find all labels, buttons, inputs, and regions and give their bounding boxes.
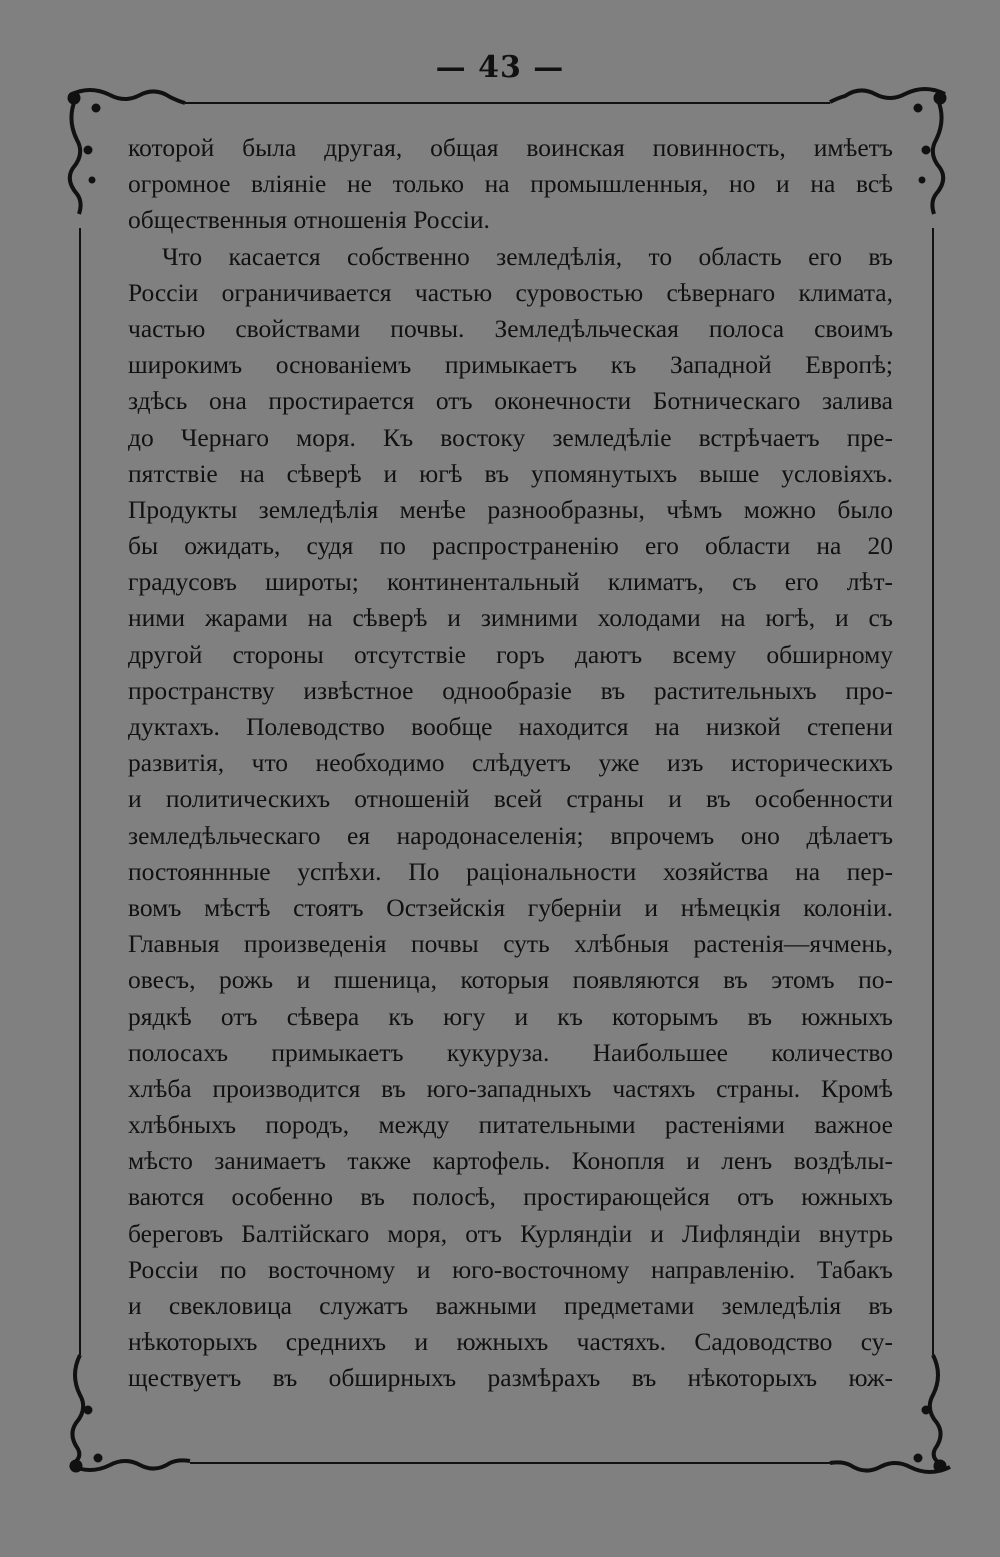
text-line: Что касается собственно земледѣлія, то область его въ <box>162 241 893 271</box>
text-line: овесъ, рожь и пшеница, которыя появляются въ этомъ по- <box>128 965 893 995</box>
text-line: береговъ Балтійскаго моря, отъ Курляндіи и Лифляндіи внутрь <box>128 1218 893 1248</box>
text-line: другой стороны отсутствіе горъ даютъ всему обширному <box>128 639 893 669</box>
text-line: частью свойствами почвы. Земледѣльческая полоса своимъ <box>128 313 893 343</box>
text-line: ществуетъ въ обширныхъ размѣрахъ въ нѣкоторыхъ юж- <box>128 1363 893 1393</box>
text-line: Продукты земледѣлія менѣе разнообразны, чѣмъ можно было <box>128 494 893 524</box>
text-line: бы ожидать, судя по распространенію его области на 20 <box>128 531 893 561</box>
text-line: Главныя произведенія почвы суть хлѣбныя растенія—ячмень, <box>128 929 893 959</box>
text-line: Россіи по восточному и юго-восточному направленію. Табакъ <box>128 1254 893 1284</box>
text-line: и свекловица служатъ важными предметами земледѣлія въ <box>128 1291 893 1320</box>
text-line: рядкѣ отъ сѣвера къ югу и къ которымъ въ южныхъ <box>128 1001 893 1031</box>
text-line: пятствіе на сѣверѣ и югѣ въ упомянутыхъ выше условіяхъ. <box>128 458 893 488</box>
text-line: земледѣльческаго ея народонаселенія; впрочемъ оно дѣлаетъ <box>128 820 893 850</box>
text-line: общественныя отношенія Россіи. <box>128 205 490 235</box>
text-line: дуктахъ. Полеводство вообще находится на низкой степени <box>128 712 893 741</box>
text-line: хлѣбныхъ породъ, между питательными растеніями важное <box>128 1110 893 1140</box>
text-line: ними жарами на сѣверѣ и зимними холодами на югѣ, и съ <box>128 603 893 633</box>
page-number: — 43 — <box>435 50 565 85</box>
text-line: вомъ мѣстѣ стоятъ Остзейскія губерніи и нѣмецкія колоніи. <box>128 892 893 922</box>
text-line: и политическихъ отношеній всей страны и въ особенности <box>128 784 893 814</box>
text-line: ваются особенно въ полосѣ, простирающейся отъ южныхъ <box>128 1182 893 1212</box>
text-line: постояннные успѣхи. По раціональности хозяйства на пер- <box>128 856 893 886</box>
text-line: развитія, что необходимо слѣдуетъ уже изъ историческихъ <box>128 748 893 778</box>
text-line: градусовъ широты; континентальный климатъ, съ его лѣт- <box>128 567 893 597</box>
text-line: нѣкоторыхъ среднихъ и южныхъ частяхъ. Садоводство су- <box>128 1327 893 1357</box>
text-line: полосахъ примыкаетъ кукуруза. Наибольшее количество <box>128 1037 893 1067</box>
text-line: до Чернаго моря. Къ востоку земледѣліе встрѣчаетъ пре- <box>128 422 893 452</box>
text-line: огромное вліяніе не только на промышленныя, но и на всѣ <box>128 169 893 199</box>
text-line: хлѣба производится въ юго-западныхъ частяхъ страны. Кромѣ <box>128 1073 893 1103</box>
text-line: пространству извѣстное однообразіе въ растительныхъ про- <box>128 675 893 705</box>
text-line: Россіи ограничивается частью суровостью сѣвернаго климата, <box>128 277 893 307</box>
text-line: мѣсто занимаетъ также картофель. Конопля и ленъ воздѣлы- <box>128 1146 893 1176</box>
text-line: которой была другая, общая воинская повинность, имѣетъ <box>128 133 893 162</box>
body-text <box>128 130 893 1397</box>
text-line: широкимъ основаніемъ примыкаетъ къ Западной Европѣ; <box>128 350 893 380</box>
text-line: здѣсь она простирается отъ оконечности Ботническаго залива <box>128 386 893 416</box>
